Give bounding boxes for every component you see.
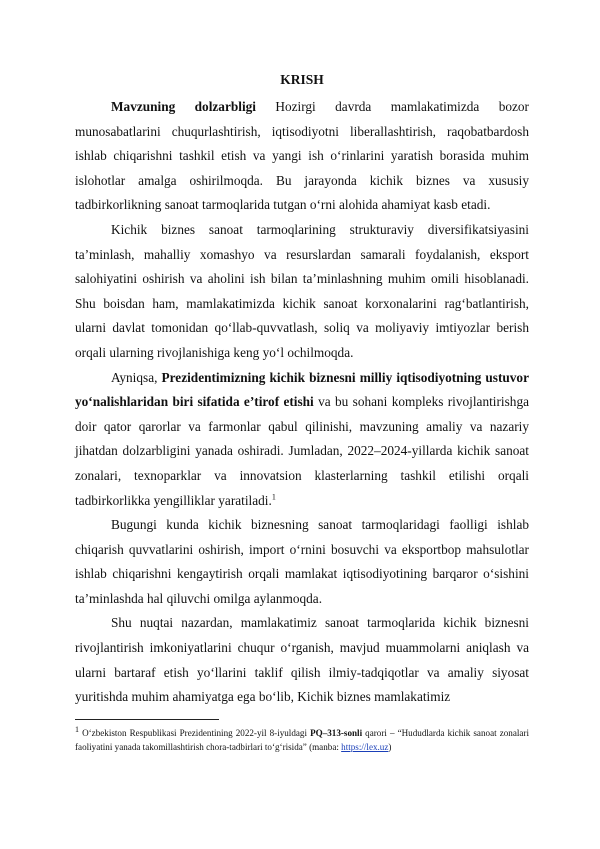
footnote [75,726,529,754]
footnote-text-start: O‘zbekiston Respublikasi Prezidentining 2022-yil 8-iyuldagi [79,728,311,738]
paragraph-president [75,366,529,514]
paragraph-relevance [75,95,529,218]
relevance-text: Hozirgi davrda mamlakatimizda bozor munosabatlarini chuqurlashtirish, iqtisodiyotni liberallashtirish, raqobatbardosh ishlab chiqarishni tashkil etish va yangi ish o‘rinlarini yaratish borasida muhim islohotlar amalga oshirilmoqda. Bu jarayonda kichik biznes va xususiy tadbirkorlikning sanoat tarmoqlarida tutgan o‘rni alohida ahamiyat kasb etadi. [75,99,529,213]
paragraph-perspective: Shu nuqtai nazardan, mamlakatimiz sanoat tarmoqlarida kichik biznesni rivojlantirish imkoniyatlarini chuqur o‘rganish, mavjud muammolarni aniqlash va ularni bartaraf etish yo‘llarini taklif qilish ilmiy-tadqiqotlar va amaliy siyosat yuritishda muhim ahamiyatga ega bo‘lib, Kichik biznes mamlakatimiz [75,615,529,705]
president-emphasis: Prezidentimizning kichik biznesni milliy iqtisodiyotning ustuvor yo‘nalishlaridan biri sifatida e’tirof etishi [75,369,529,410]
source-link[interactable]: https://lex.uz [341,742,389,752]
footnote-divider [75,719,219,720]
president-text: va bu sohani kompleks rivojlantirishga doir qator qarorlar va farmonlar qabul qilinishi, mavzuning amaliy va nazariy jihatdan dolzarbligini yanada oshiradi. Jumladan, 2022–2024-yillarda kichik sanoat zonalari, texnoparklar va innovatsion klasterlarning tashkil etilishi orqali tadbirkorlikka yengilliklar yaratiladi. [75,394,529,508]
section-heading: KRISH [280,72,324,87]
footnote-text-middle: qarori – “Hududlarda kichik sanoat zonalari faoliyatini yanada takomillashtirish chora-tadbirlari to‘g‘risida” (manba: [75,728,529,752]
footnote-text-end: ) [388,742,392,752]
president-intro: Ayniqsa, [111,369,162,385]
paragraph-today: Bugungi kunda kichik biznesning sanoat tarmoqlaridagi faolligi ishlab chiqarish quvvatlarini oshirish, import o‘rnini bosuvchi va eksportbop mahsulotlar ishlab chiqarishni kengaytirish orqali mamlakat iqtisodiyotining barqaror o‘sishini ta’minlashda hal qiluvchi omilga aylanmoqda. [75,517,529,606]
paragraph-small-business: Kichik biznes sanoat tarmoqlarining strukturaviy diversifikatsiyasini ta’minlash, mahalliy xomashyo va resurslardan samarali foydalanish, eksport salohiyatini oshirish va aholini ish bilan ta’minlashning muhim omili hisoblanadi. Shu boisdan ham, mamlakatimizda kichik sanoat korxonalarini rag‘batlantirish, ularni davlat tomonidan qo‘llab-quvvatlash, soliq va moliyaviy imtiyozlar berish orqali ularning rivojlanishiga keng yo‘l ochilmoqda. [75,221,529,360]
footnote-decree-number: PQ–313-sonli [310,728,363,738]
footnote-reference[interactable]: 1 [271,492,276,502]
footnote-number: 1 [75,724,79,734]
page-content [75,70,529,710]
relevance-lead: Mavzuning dolzarbligi [111,99,256,114]
